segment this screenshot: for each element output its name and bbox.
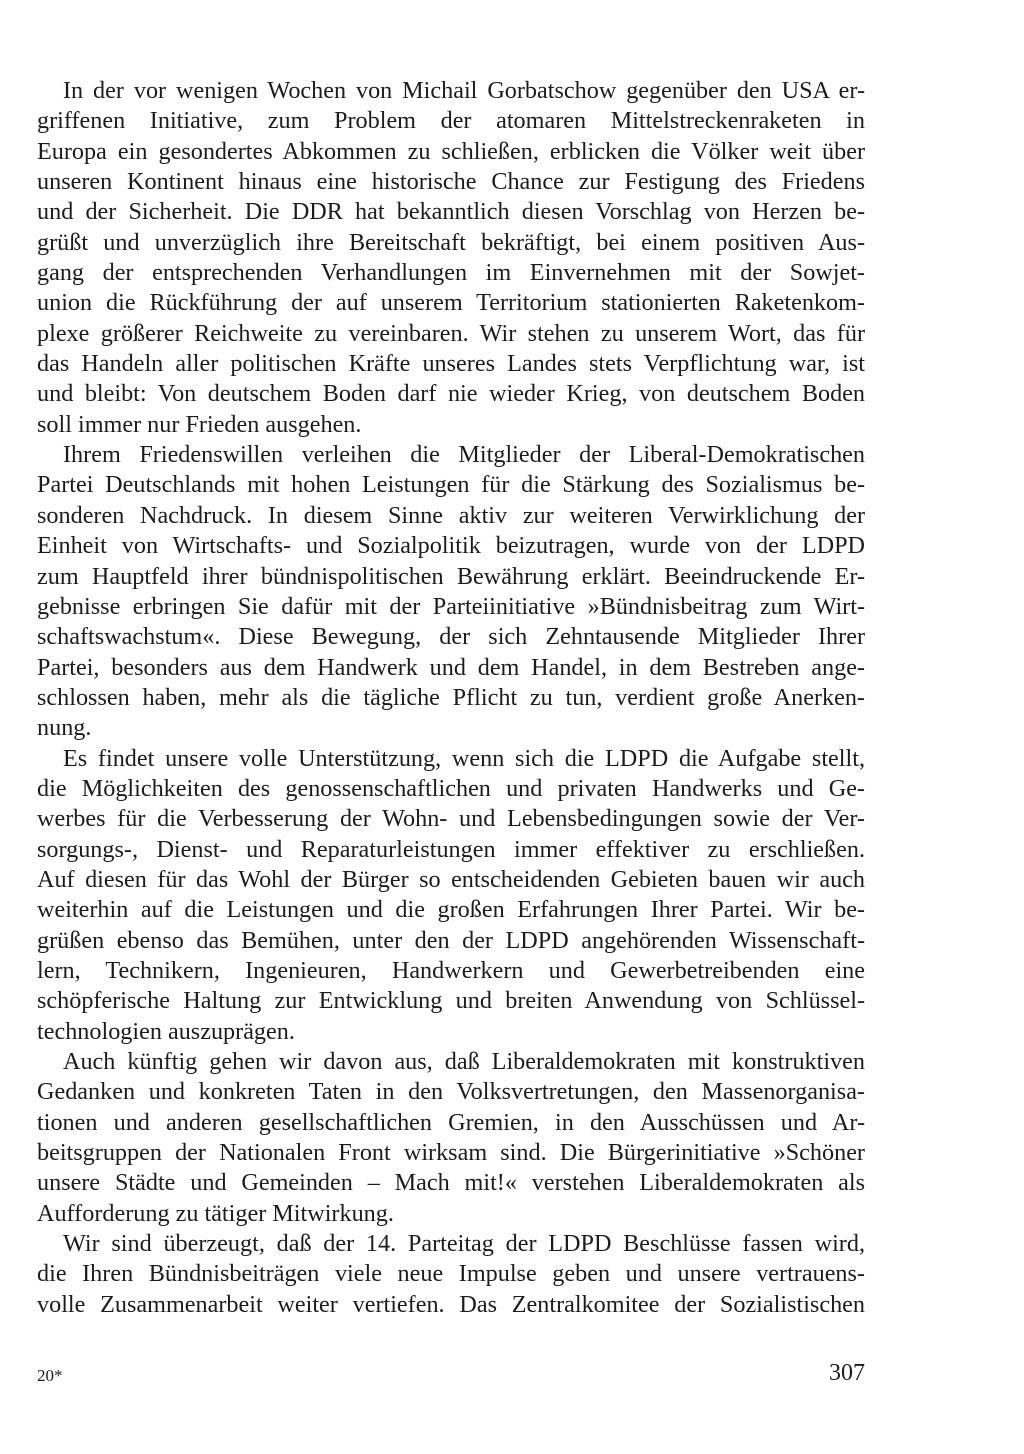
text-line: plexe größerer Reichweite zu vereinbaren. Wir stehen zu unserem Wort, das für	[37, 319, 865, 347]
text-line: das Handeln aller politischen Kräfte unseres Landes stets Verpflichtung war, ist	[37, 350, 865, 378]
signature-mark: 20*	[37, 1366, 63, 1385]
body-text	[37, 76, 865, 1320]
text-line: grüßen ebenso das Bemühen, unter den der LDPD angehörenden Wissenschaft-	[37, 926, 865, 954]
text-line: und bleibt: Von deutschem Boden darf nie wieder Krieg, von deutschem Boden	[37, 380, 865, 408]
text-line: schaftswachstum«. Diese Bewegung, der sich Zehntausende Mitglieder Ihrer	[37, 623, 865, 651]
paragraph-4	[37, 1047, 865, 1229]
text-line: werbes für die Verbesserung der Wohn- und Lebensbedingungen sowie der Ver-	[37, 805, 865, 833]
text-line: beitsgruppen der Nationalen Front wirksam sind. Die Bürgerinitiative »Schöner	[37, 1139, 865, 1167]
text-line: weiterhin auf die Leistungen und die großen Erfahrungen Ihrer Partei. Wir be-	[37, 896, 865, 924]
text-line: Europa ein gesondertes Abkommen zu schließen, erblicken die Völker weit über	[37, 137, 865, 165]
text-line: die Möglichkeiten des genossenschaftlichen und privaten Handwerks und Ge-	[37, 774, 865, 802]
text-line: schöpferische Haltung zur Entwicklung und breiten Anwendung von Schlüssel-	[37, 987, 865, 1015]
paragraph-1	[37, 76, 865, 440]
text-line: Auf diesen für das Wohl der Bürger so entscheidenden Gebieten bauen wir auch	[37, 865, 865, 893]
text-line: Aufforderung zu tätiger Mitwirkung.	[37, 1199, 394, 1227]
text-line: Einheit von Wirtschafts- und Sozialpolitik beizutragen, wurde von der LDPD	[37, 532, 865, 560]
text-line: unsere Städte und Gemeinden – Mach mit!« verstehen Liberaldemokraten als	[37, 1169, 865, 1197]
text-line: unseren Kontinent hinaus eine historische Chance zur Festigung des Friedens	[37, 168, 865, 196]
text-line: soll immer nur Frieden ausgehen.	[37, 410, 362, 438]
text-line: griffenen Initiative, zum Problem der atomaren Mittelstreckenraketen in	[37, 107, 865, 135]
text-line: sorgungs-, Dienst- und Reparaturleistungen immer effektiver zu erschließen.	[37, 835, 865, 863]
text-line: Es findet unsere volle Unterstützung, wenn sich die LDPD die Aufgabe stellt,	[63, 744, 865, 772]
paragraph-3	[37, 744, 865, 1047]
text-line: volle Zusammenarbeit weiter vertiefen. Das Zentralkomitee der Sozialistischen	[37, 1290, 865, 1318]
text-line: nung.	[37, 714, 92, 742]
text-line: union die Rückführung der auf unserem Territorium stationierten Raketenkom-	[37, 289, 865, 317]
text-line: und der Sicherheit. Die DDR hat bekanntlich diesen Vorschlag von Herzen be-	[37, 198, 865, 226]
text-line: Ihrem Friedenswillen verleihen die Mitglieder der Liberal-Demokratischen	[63, 441, 865, 469]
text-line: gang der entsprechenden Verhandlungen im Einvernehmen mit der Sowjet-	[37, 259, 865, 287]
text-line: Gedanken und konkreten Taten in den Volksvertretungen, den Massenorganisa-	[37, 1078, 865, 1106]
text-line: Partei Deutschlands mit hohen Leistungen für die Stärkung des Sozialismus be-	[37, 471, 865, 499]
text-line: gebnisse erbringen Sie dafür mit der Parteiinitiative »Bündnisbeitrag zum Wirt-	[37, 592, 865, 620]
text-line: Partei, besonders aus dem Handwerk und dem Handel, in dem Bestreben ange-	[37, 653, 865, 681]
text-line: grüßt und unverzüglich ihre Bereitschaft bekräftigt, bei einem positiven Aus-	[37, 228, 865, 256]
text-line: tionen und anderen gesellschaftlichen Gremien, in den Ausschüssen und Ar-	[37, 1108, 865, 1136]
text-line: schlossen haben, mehr als die tägliche Pflicht zu tun, verdient große Anerken-	[37, 683, 865, 711]
text-line: Auch künftig gehen wir davon aus, daß Liberaldemokraten mit konstruktiven	[63, 1048, 865, 1075]
text-line: lern, Technikern, Ingenieuren, Handwerkern und Gewerbetreibenden eine	[37, 956, 865, 984]
text-line: In der vor wenigen Wochen von Michail Gorbatschow gegenüber den USA er-	[63, 77, 865, 104]
paragraph-5	[37, 1229, 865, 1320]
text-line: zum Hauptfeld ihrer bündnispolitischen Bewährung erklärt. Beeindruckende Er-	[37, 562, 865, 590]
text-line: Wir sind überzeugt, daß der 14. Parteitag der LDPD Beschlüsse fassen wird,	[63, 1230, 865, 1258]
text-line: sonderen Nachdruck. In diesem Sinne aktiv zur weiteren Verwirklichung der	[37, 501, 865, 529]
page-number: 307	[829, 1360, 865, 1386]
text-line: die Ihren Bündnisbeiträgen viele neue Impulse geben und unsere vertrauens-	[37, 1260, 865, 1288]
text-line: technologien auszuprägen.	[37, 1017, 295, 1045]
paragraph-2	[37, 440, 865, 743]
